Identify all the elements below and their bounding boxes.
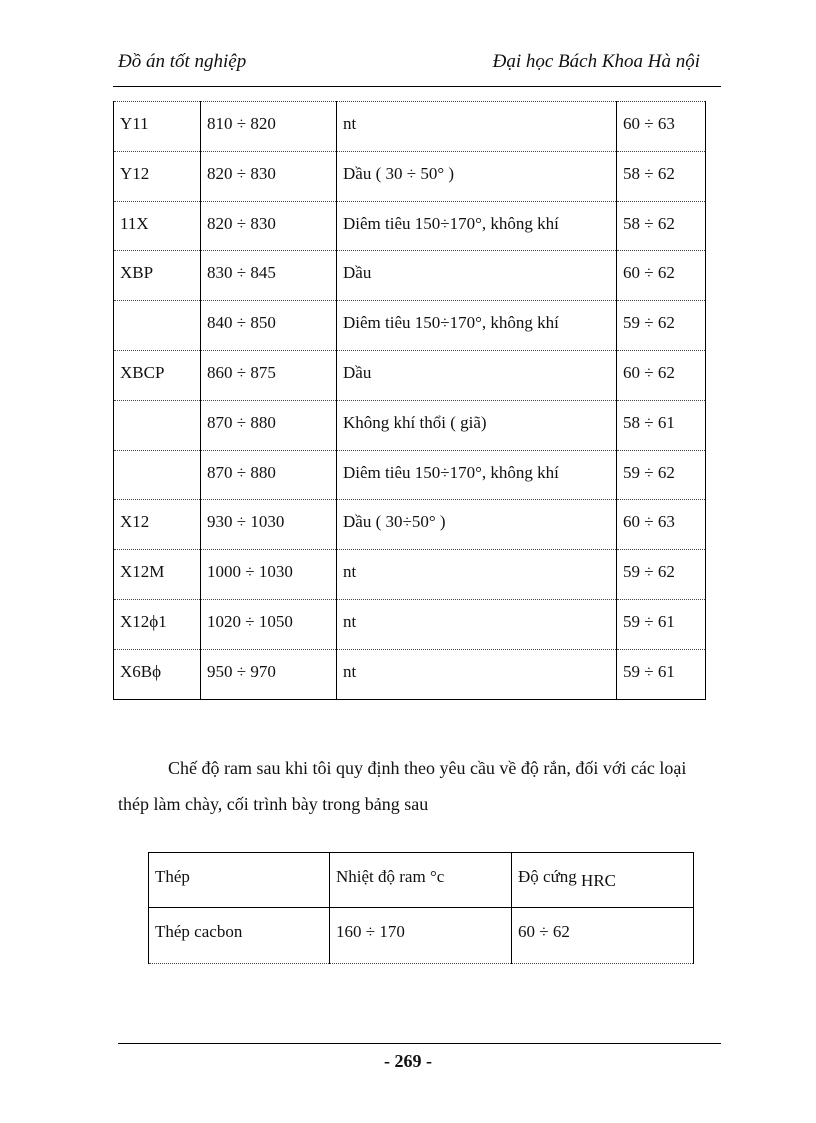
header-divider bbox=[113, 86, 721, 87]
table-row bbox=[114, 151, 706, 201]
medium-cell: Dầu ( 30 ÷ 50° ) bbox=[337, 151, 617, 201]
steel-cell: XBCP bbox=[114, 350, 201, 400]
hardness-cell: 60 ÷ 62 bbox=[617, 350, 706, 400]
header-hardness-label: Độ cứng bbox=[518, 867, 577, 886]
medium-cell: nt bbox=[337, 550, 617, 600]
page-number: - 269 - bbox=[384, 1051, 432, 1071]
steel-cell: X12 bbox=[114, 500, 201, 550]
medium-cell: Diêm tiêu 150÷170°, không khí bbox=[337, 301, 617, 351]
table-row bbox=[114, 649, 706, 699]
temp-cell: 840 ÷ 850 bbox=[201, 301, 337, 351]
table-row bbox=[114, 400, 706, 450]
hardness-cell: 60 ÷ 62 bbox=[512, 908, 694, 964]
temp-cell: 860 ÷ 875 bbox=[201, 350, 337, 400]
header-hardness-unit: HRC bbox=[581, 871, 617, 890]
hardness-cell: 58 ÷ 62 bbox=[617, 151, 706, 201]
steel-cell: Y12 bbox=[114, 151, 201, 201]
steel-cell: Y11 bbox=[114, 102, 201, 152]
medium-cell: Dầu bbox=[337, 350, 617, 400]
header-hardness bbox=[512, 853, 694, 908]
steel-cell bbox=[114, 450, 201, 500]
hardness-cell: 60 ÷ 63 bbox=[617, 102, 706, 152]
medium-cell: nt bbox=[337, 649, 617, 699]
temp-cell: 1000 ÷ 1030 bbox=[201, 550, 337, 600]
table-row bbox=[114, 251, 706, 301]
footer-divider bbox=[118, 1043, 721, 1044]
header-temperature: Nhiệt độ ram °c bbox=[330, 853, 512, 908]
table-row bbox=[114, 550, 706, 600]
table-row bbox=[114, 301, 706, 351]
hardness-cell: 59 ÷ 61 bbox=[617, 599, 706, 649]
header-left-title: Đồ án tốt nghiệp bbox=[118, 51, 247, 72]
table-row bbox=[114, 201, 706, 251]
table-row bbox=[114, 450, 706, 500]
temp-cell: 160 ÷ 170 bbox=[330, 908, 512, 964]
paragraph-line-2: thép làm chày, cối trình bày trong bảng sau bbox=[118, 794, 429, 814]
steel-cell bbox=[114, 400, 201, 450]
temp-cell: 810 ÷ 820 bbox=[201, 102, 337, 152]
medium-cell: Diêm tiêu 150÷170°, không khí bbox=[337, 201, 617, 251]
temp-cell: 870 ÷ 880 bbox=[201, 450, 337, 500]
steel-cell: X12M bbox=[114, 550, 201, 600]
table-row bbox=[149, 908, 694, 964]
medium-cell: nt bbox=[337, 102, 617, 152]
hardness-cell: 59 ÷ 62 bbox=[617, 301, 706, 351]
steel-cell: XBP bbox=[114, 251, 201, 301]
hardness-cell: 60 ÷ 62 bbox=[617, 251, 706, 301]
steel-cell: X6Bϕ bbox=[114, 649, 201, 699]
temp-cell: 830 ÷ 845 bbox=[201, 251, 337, 301]
table-row bbox=[114, 102, 706, 152]
hardness-cell: 59 ÷ 62 bbox=[617, 450, 706, 500]
header-steel: Thép bbox=[149, 853, 330, 908]
hardness-cell: 59 ÷ 61 bbox=[617, 649, 706, 699]
temp-cell: 820 ÷ 830 bbox=[201, 201, 337, 251]
hardness-cell: 59 ÷ 62 bbox=[617, 550, 706, 600]
temp-cell: 870 ÷ 880 bbox=[201, 400, 337, 450]
quench-table bbox=[113, 101, 706, 700]
temp-cell: 950 ÷ 970 bbox=[201, 649, 337, 699]
table-header-row bbox=[149, 853, 694, 908]
medium-cell: Dầu bbox=[337, 251, 617, 301]
medium-cell: Diêm tiêu 150÷170°, không khí bbox=[337, 450, 617, 500]
steel-cell: Thép cacbon bbox=[149, 908, 330, 964]
table-row bbox=[114, 350, 706, 400]
tempering-table bbox=[148, 852, 694, 964]
header-right-title: Đại học Bách Khoa Hà nội bbox=[492, 51, 700, 72]
table-row bbox=[114, 599, 706, 649]
hardness-cell: 60 ÷ 63 bbox=[617, 500, 706, 550]
medium-cell: Không khí thổi ( giã) bbox=[337, 400, 617, 450]
temp-cell: 930 ÷ 1030 bbox=[201, 500, 337, 550]
temp-cell: 820 ÷ 830 bbox=[201, 151, 337, 201]
hardness-cell: 58 ÷ 61 bbox=[617, 400, 706, 450]
hardness-cell: 58 ÷ 62 bbox=[617, 201, 706, 251]
steel-cell: 11X bbox=[114, 201, 201, 251]
medium-cell: nt bbox=[337, 599, 617, 649]
steel-cell bbox=[114, 301, 201, 351]
table-row bbox=[114, 500, 706, 550]
medium-cell: Dầu ( 30÷50° ) bbox=[337, 500, 617, 550]
temp-cell: 1020 ÷ 1050 bbox=[201, 599, 337, 649]
paragraph-line-1: Chế độ ram sau khi tôi quy định theo yêu cầu về độ rắn, đối với các loại bbox=[168, 758, 687, 778]
steel-cell: X12ϕ1 bbox=[114, 599, 201, 649]
